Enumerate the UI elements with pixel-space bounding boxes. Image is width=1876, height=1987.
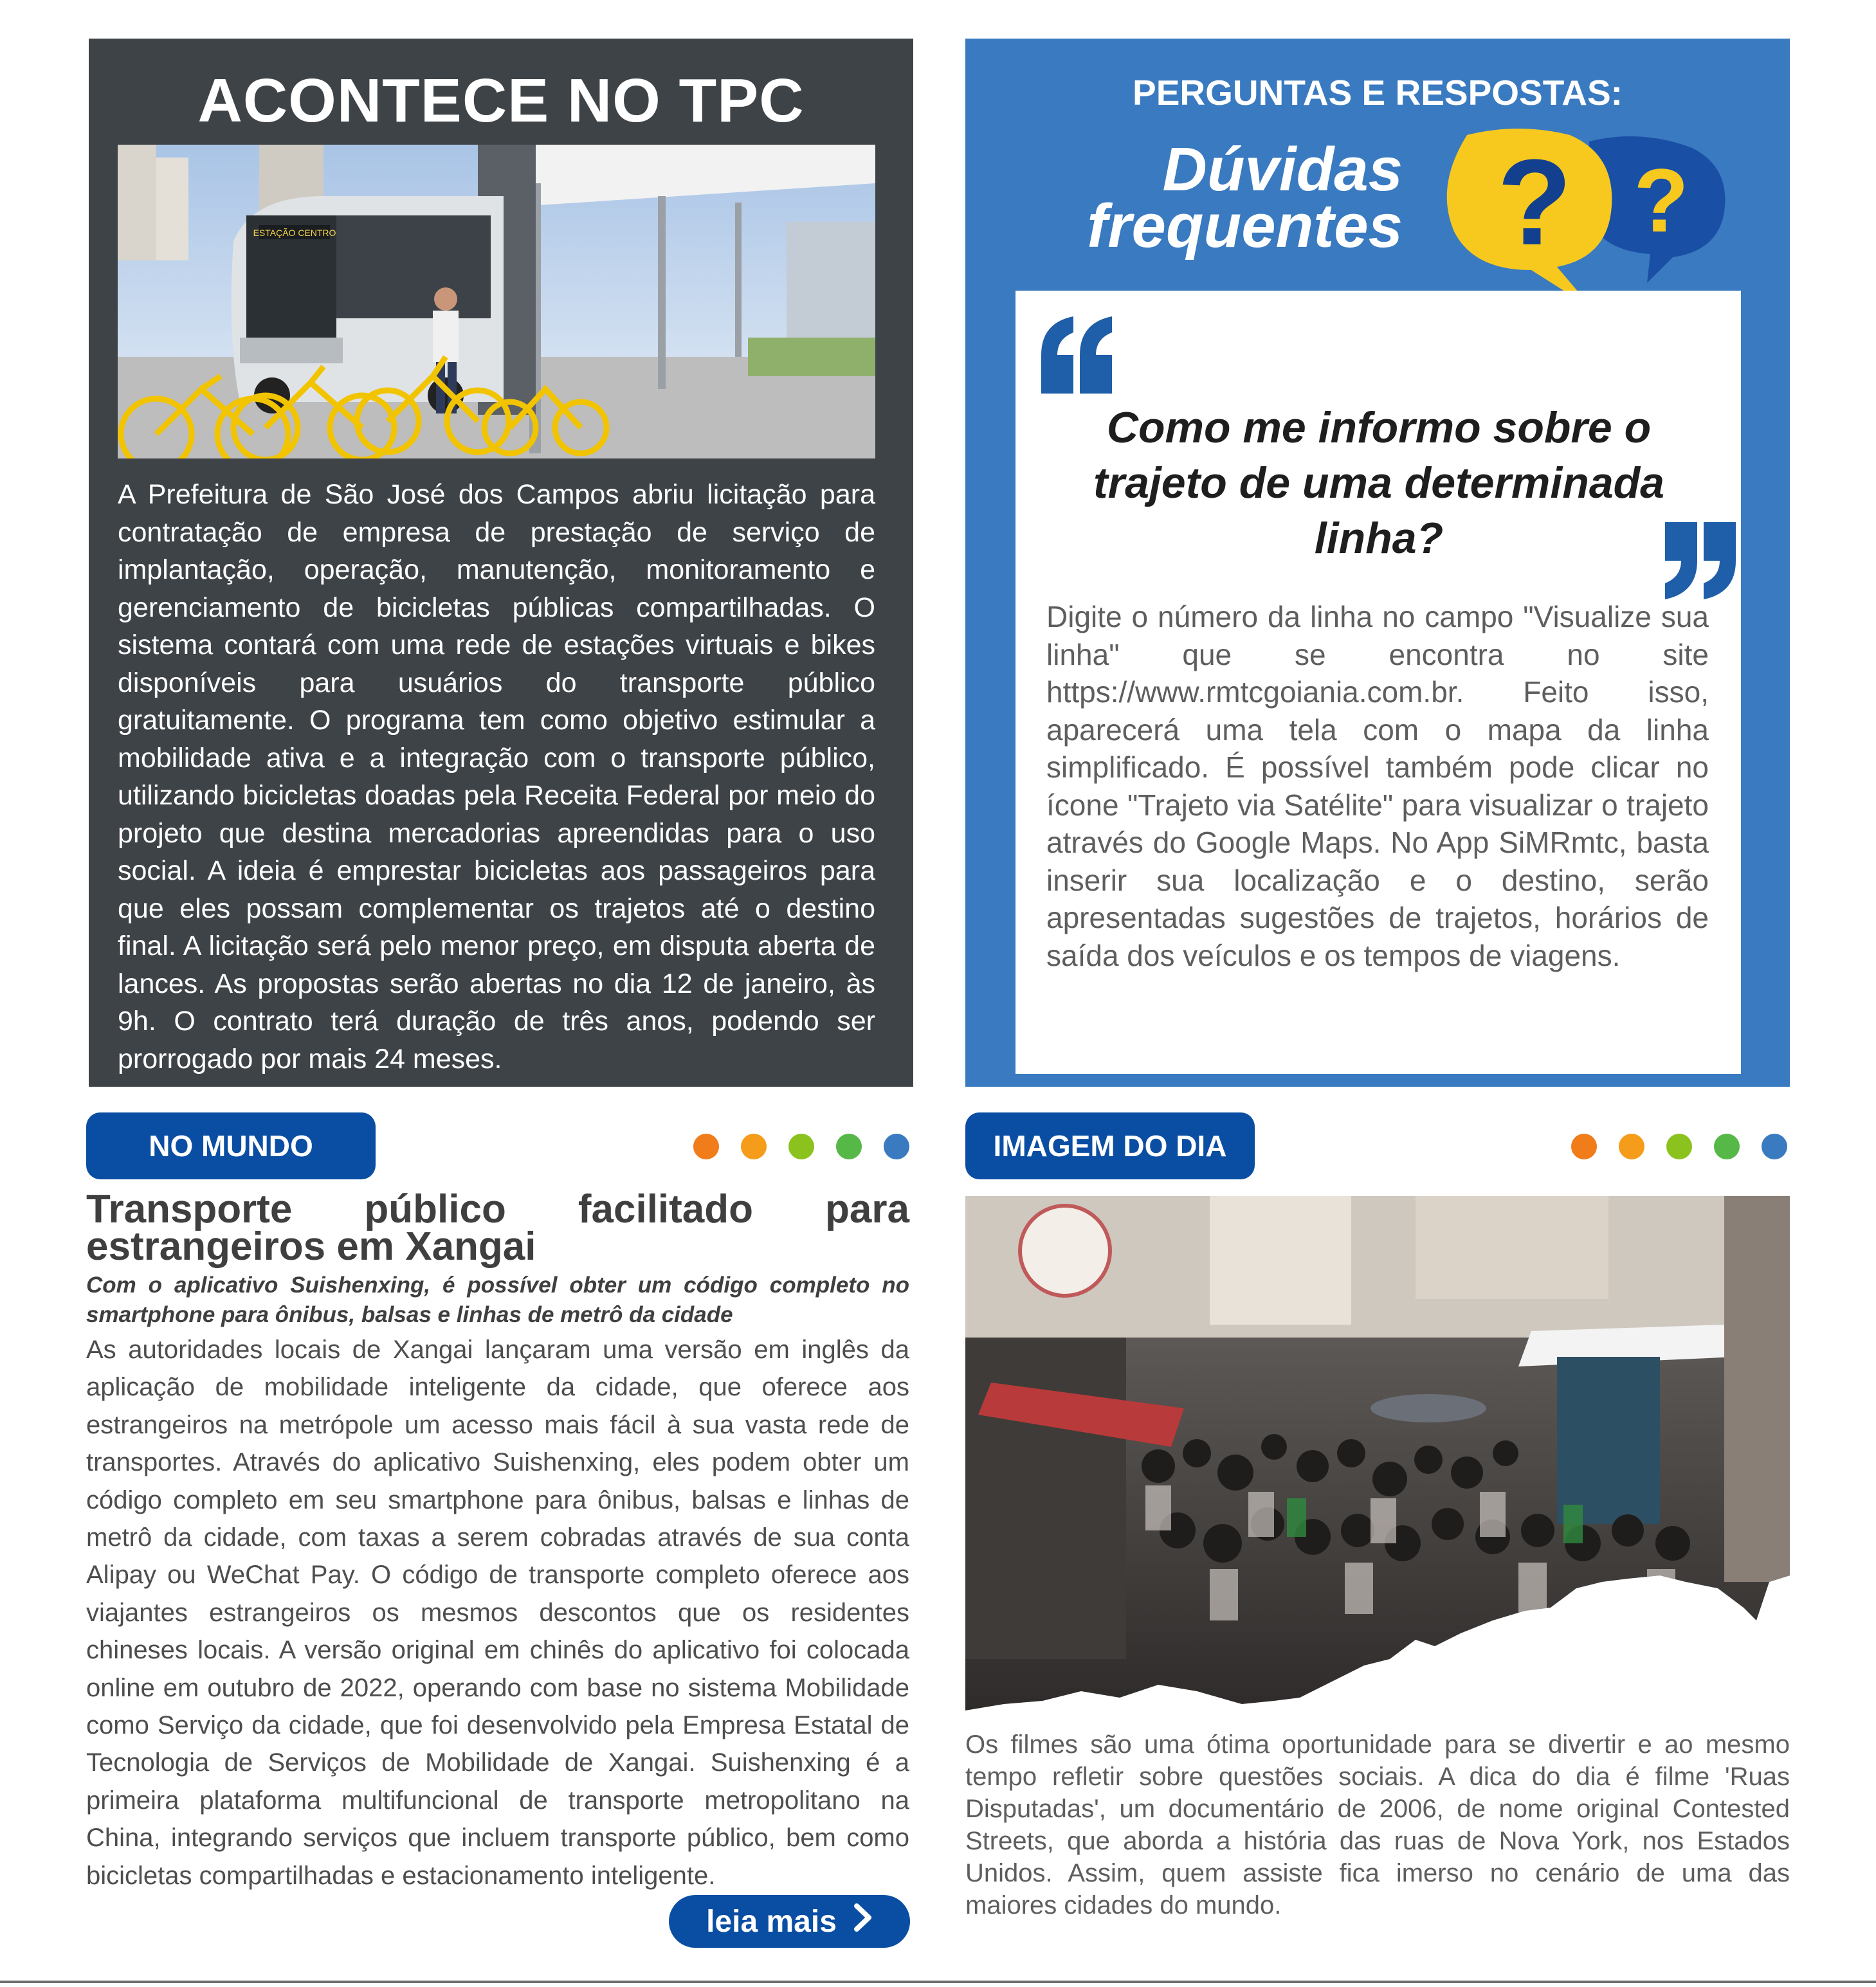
dot-green — [836, 1134, 862, 1159]
dot-lime — [788, 1134, 814, 1159]
faq-panel — [965, 39, 1790, 1087]
bus-station-photo — [118, 145, 875, 458]
faq-title — [1043, 135, 1403, 260]
faq-kicker: PERGUNTAS E RESPOSTAS: — [1133, 73, 1623, 113]
dot-amber — [741, 1134, 767, 1159]
faq-answer: Digite o número da linha no campo "Visualize sua linha" que se encontra no site https://www.rmtcgoiania.com.br. Feito isso, aparecerá uma tela com o mapa da linha simplificado. É possível também pode clicar no ícone "Trajeto via Satélite" para visualizar o trajeto através do Google Maps. No App SiMRmtc, basta inserir sua localização e o destino, serão apresentadas sugestões de trajetos, horários de saída dos veículos e os tempos de viagens. — [1046, 600, 1709, 972]
mundo-dots — [693, 1134, 909, 1159]
dot-orange — [1571, 1134, 1597, 1159]
read-more-label: leia mais — [706, 1904, 837, 1939]
dot-orange — [693, 1134, 719, 1159]
mundo-body: As autoridades locais de Xangai lançaram uma versão em inglês da aplicação de mobilidade inteligente da cidade, que oferece aos estrangeiros na metrópole um acesso mais fácil à sua vasta rede de transportes. Através do aplicativo Suishenxing, eles podem obter um código completo em seu smartphone para ônibus, balsas e linhas de metrô da cidade, com taxas a serem cobradas através de sua conta Alipay ou WeChat Pay. O código de transporte completo oferece aos viajantes estrangeiros os mesmos descontos que os residentes chineses locais. A versão original em chinês do aplicativo foi colocada online em outubro de 2022, operando com base no sistema Mobilidade como Serviço da cidade, que foi desenvolvido pela Empresa Estatal de Tecnologia de Serviços de Mobilidade de Xangai. Suishenxing é a primeira plataforma multifuncional de transporte metropolitano na China, integrando serviços que incluem transporte público, bem como bicicletas compartilhadas e estacionamento inteligente. — [86, 1336, 909, 1890]
no-mundo-label: NO MUNDO — [86, 1112, 376, 1179]
open-quote-icon — [1035, 316, 1118, 394]
imagem-dots — [1571, 1134, 1787, 1159]
acontece-title: ACONTECE NO TPC — [197, 66, 805, 135]
bus-sign: ESTAÇÃO CENTRO — [253, 228, 336, 238]
acontece-body: A Prefeitura de São José dos Campos abriu licitação para contratação de empresa de prestação de serviço de implantação, operação, manutenção, monitoramento e gerenciamento de bicicletas públicas compartilhadas. O sistema contará com uma rede de estações virtuais e bikes disponíveis para usuários do transporte público gratuitamente. O programa tem como objetivo estimular a mobilidade ativa e a integração com o transporte público, utilizando bicicletas doadas pela Receita Federal por meio do projeto que destina mercadorias apreendidas para o uso social. A ideia é emprestar bicicletas aos passageiros para que eles possam complementar os trajetos até o destino final. A licitação será pelo menor preço, em disputa aberta de lances. As propostas serão abertas no dia 12 de janeiro, às 9h. O contrato terá duração de três anos, podendo ser prorrogado por mais 24 meses. — [118, 479, 875, 1075]
imagem-do-dia-caption: Os filmes são uma ótima oportunidade para se divertir e ao mesmo tempo refletir sobre questões sociais. A dica do dia é filme 'Ruas Disputadas', um documentário de 2006, de nome original Contested Streets, que aborda a história das ruas de Nova York, nos Estados Unidos. Assim, quem assiste fica imerso no cenário de uma das maiores cidades do mundo. — [965, 1730, 1790, 1919]
imagem-do-dia-label: IMAGEM DO DIA — [965, 1112, 1255, 1179]
acontece-panel — [89, 39, 913, 1087]
dot-blue — [884, 1134, 909, 1159]
dot-amber — [1619, 1134, 1644, 1159]
mundo-headline: Transporte público facilitado para estrangeiros em Xangai — [86, 1187, 909, 1269]
dot-lime — [1666, 1134, 1692, 1159]
faq-question: Como me informo sobre o trajeto de uma determinada linha? — [1093, 403, 1665, 563]
svg-text:?: ? — [1497, 134, 1572, 271]
bottom-divider — [0, 1981, 1876, 1983]
faq-title-line1: Dúvidas — [1162, 135, 1403, 204]
chevron-right-icon — [853, 1903, 873, 1939]
dot-green — [1714, 1134, 1740, 1159]
close-quote-icon — [1659, 522, 1742, 599]
svg-text:?: ? — [1634, 150, 1689, 251]
read-more-button[interactable] — [669, 1895, 910, 1948]
faq-card — [1015, 291, 1741, 1074]
crowded-street-photo — [965, 1196, 1790, 1710]
dot-blue — [1762, 1134, 1787, 1159]
mundo-subtitle: Com o aplicativo Suishenxing, é possível obter um código completo no smartphone para ônibus, balsas e linhas de metrô da cidade — [86, 1273, 909, 1327]
faq-title-line2: frequentes — [1087, 192, 1403, 260]
